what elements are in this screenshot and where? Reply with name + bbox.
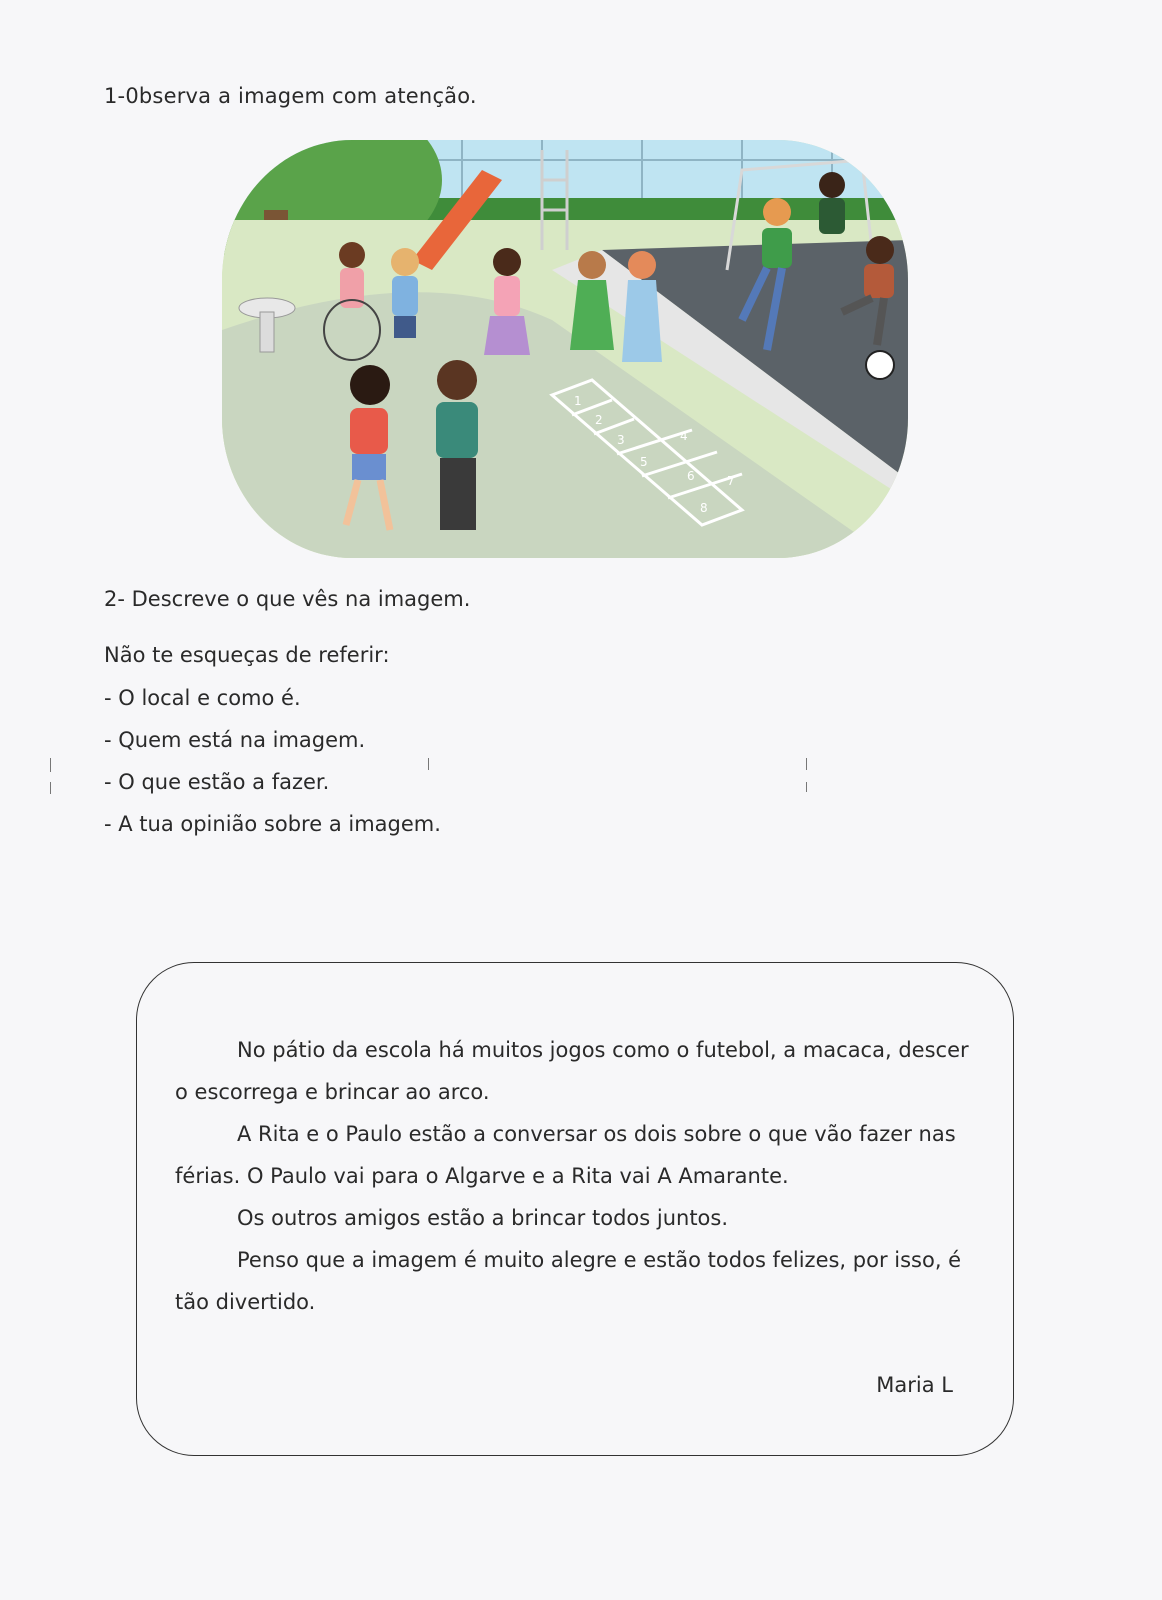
- playground-illustration: [222, 140, 908, 558]
- scan-mark: [428, 758, 429, 770]
- scan-mark: [50, 758, 51, 772]
- answer-text: [175, 1029, 975, 1323]
- scan-mark: [806, 782, 807, 792]
- reminder-item: - A tua opinião sobre a imagem.: [104, 812, 441, 836]
- hopscotch-number: 3: [617, 433, 625, 447]
- hopscotch-number: 2: [595, 413, 603, 427]
- scan-mark: [806, 758, 807, 770]
- reminder-item: - O que estão a fazer.: [104, 770, 330, 794]
- reminder-list: [104, 686, 441, 854]
- child-blue-shirt: [391, 248, 419, 338]
- answer-paragraph: A Rita e o Paulo estão a conversar os dois sobre o que vão fazer nas férias. O Paulo vai para o Algarve e a Rita vai A Amarante.: [175, 1122, 956, 1188]
- reminder-intro: Não te esqueças de referir:: [104, 643, 390, 667]
- scan-mark: [50, 782, 51, 794]
- hopscotch-number: 6: [687, 469, 695, 483]
- hopscotch-number: 1: [574, 394, 582, 408]
- question-1: 1-0bserva a imagem com atenção.: [104, 84, 477, 108]
- hopscotch-number: 7: [727, 474, 735, 488]
- answer-paragraph: No pátio da escola há muitos jogos como o futebol, a macaca, descer o escorrega e brincar ao arco.: [175, 1038, 969, 1104]
- football-ball: [866, 351, 894, 379]
- answer-box: [136, 962, 1014, 1456]
- hopscotch-number: 8: [700, 501, 708, 515]
- reminder-item: - Quem está na imagem.: [104, 728, 366, 752]
- hopscotch-number: 5: [640, 455, 648, 469]
- answer-paragraph: Os outros amigos estão a brincar todos juntos.: [237, 1206, 729, 1230]
- goalkeeper: [819, 172, 845, 234]
- reminder-item: - O local e como é.: [104, 686, 301, 710]
- answer-paragraph: Penso que a imagem é muito alegre e estão todos felizes, por isso, é tão divertido.: [175, 1248, 962, 1314]
- boy-paulo: [436, 360, 478, 530]
- playground-scene: [222, 140, 908, 558]
- question-2: 2- Descreve o que vês na imagem.: [104, 587, 471, 611]
- hopscotch-number: 4: [680, 429, 688, 443]
- signature: Maria L: [876, 1373, 953, 1397]
